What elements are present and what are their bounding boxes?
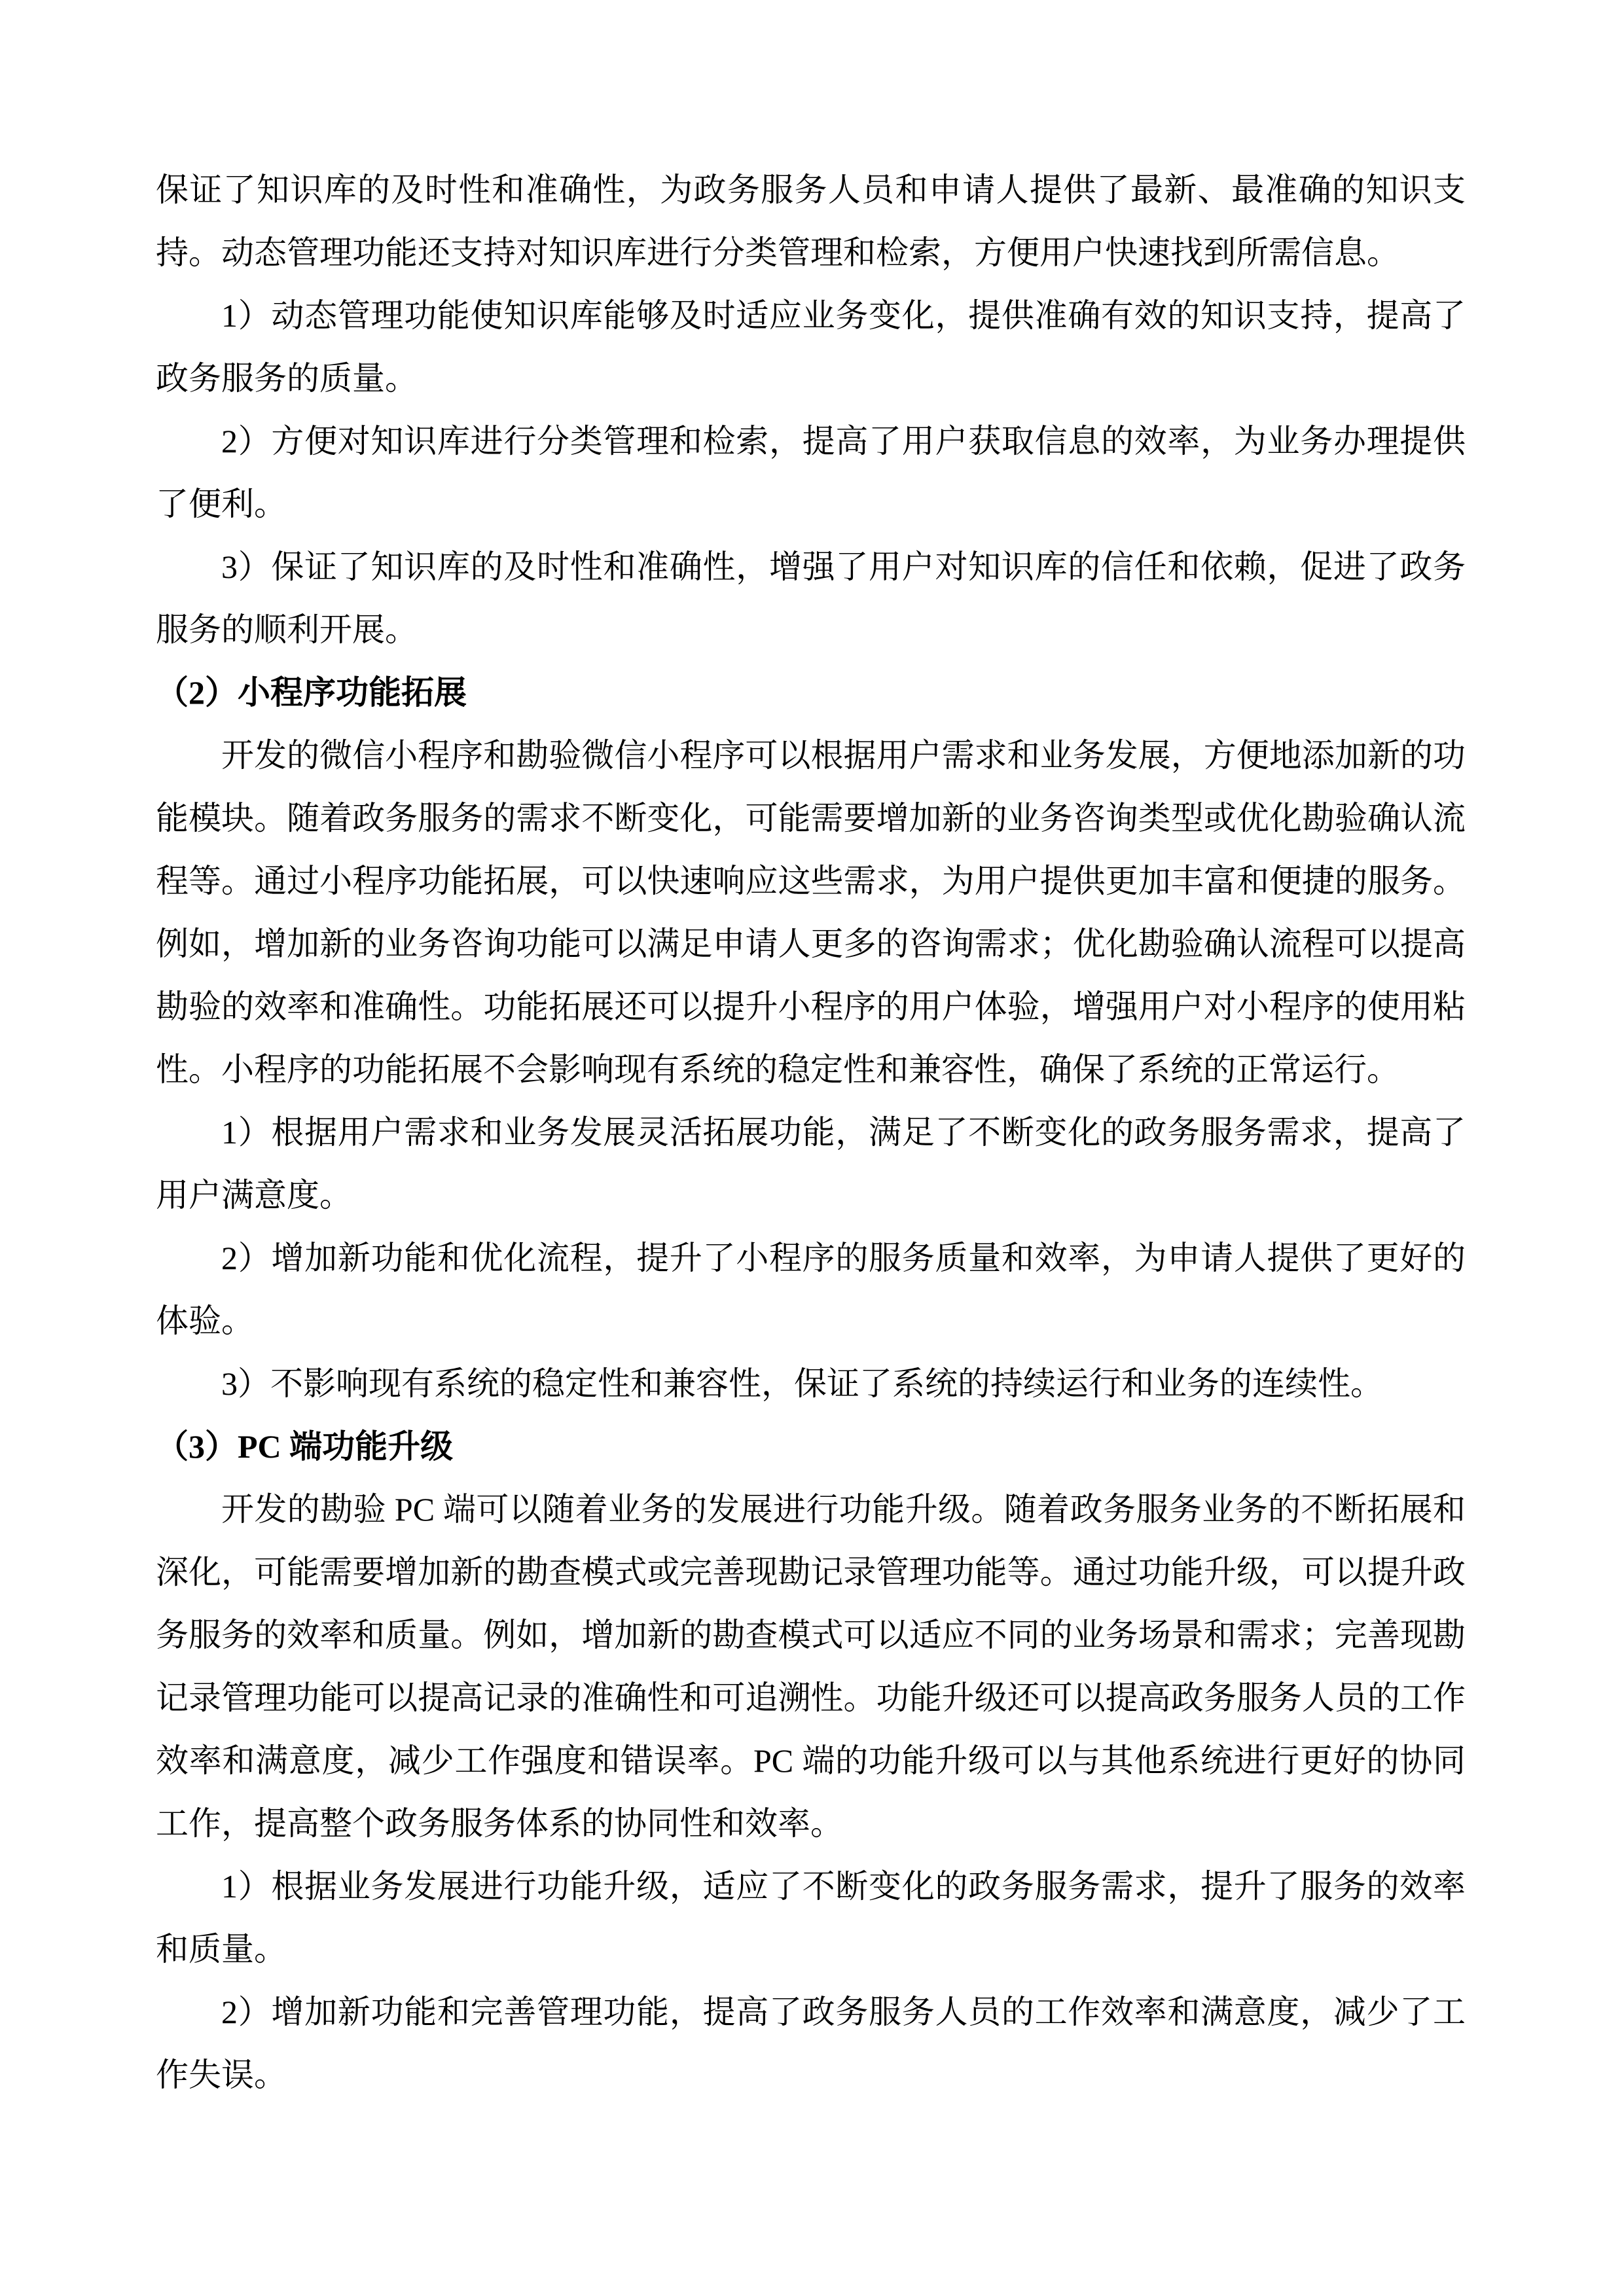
paragraph-pc-upgrade-body: 开发的勘验 PC 端可以随着业务的发展进行功能升级。随着政务服务业务的不断拓展和深化，可能需要增加新的勘查模式或完善现勘记录管理功能等。通过功能升级，可以提升政务服务的效率和质量。例如，增加新的勘查模式可以适应不同的业务场景和需求；完善现勘记录管理功能可以提高记录的准确性和可追溯性。功能升级还可以提高政务服务人员的工作效率和满意度，减少工作强度和错误率。PC 端的功能升级可以与其他系统进行更好的协同工作，提高整个政务服务体系的协同性和效率。 [156, 1491, 1466, 1842]
numbered-item-2: 2）增加新功能和优化流程，提升了小程序的服务质量和效率，为申请人提供了更好的体验。 [156, 1240, 1466, 1339]
paragraph-continuation: 保证了知识库的及时性和准确性，为政务服务人员和申请人提供了最新、最准确的知识支持。动态管理功能还支持对知识库进行分类管理和检索，方便用户快速找到所需信息。 [156, 171, 1466, 271]
numbered-item-1: 1）根据用户需求和业务发展灵活拓展功能，满足了不断变化的政务服务需求，提高了用户满意度。 [156, 1114, 1466, 1213]
section-heading-pc-upgrade: （3）PC 端功能升级 [156, 1428, 454, 1465]
section-heading-miniprogram: （2）小程序功能拓展 [156, 674, 467, 711]
paragraph-miniprogram-body: 开发的微信小程序和勘验微信小程序可以根据用户需求和业务发展，方便地添加新的功能模块。随着政务服务的需求不断变化，可能需要增加新的业务咨询类型或优化勘验确认流程等。通过小程序功能拓展，可以快速响应这些需求，为用户提供更加丰富和便捷的服务。例如，增加新的业务咨询功能可以满足申请人更多的咨询需求；优化勘验确认流程可以提高勘验的效率和准确性。功能拓展还可以提升小程序的用户体验，增强用户对小程序的使用粘性。小程序的功能拓展不会影响现有系统的稳定性和兼容性，确保了系统的正常运行。 [156, 737, 1466, 1088]
numbered-item-3: 3）不影响现有系统的稳定性和兼容性，保证了系统的持续运行和业务的连续性。 [221, 1365, 1383, 1402]
numbered-item-3: 3）保证了知识库的及时性和准确性，增强了用户对知识库的信任和依赖，促进了政务服务的顺利开展。 [156, 548, 1466, 648]
numbered-item-2: 2）增加新功能和完善管理功能，提高了政务服务人员的工作效率和满意度，减少了工作失误。 [156, 1994, 1466, 2093]
numbered-item-1: 1）动态管理功能使知识库能够及时适应业务变化，提供准确有效的知识支持，提高了政务服务的质量。 [156, 297, 1466, 397]
numbered-item-1: 1）根据业务发展进行功能升级，适应了不断变化的政务服务需求，提升了服务的效率和质量。 [156, 1868, 1466, 1967]
numbered-item-2: 2）方便对知识库进行分类管理和检索，提高了用户获取信息的效率，为业务办理提供了便利。 [156, 423, 1466, 522]
